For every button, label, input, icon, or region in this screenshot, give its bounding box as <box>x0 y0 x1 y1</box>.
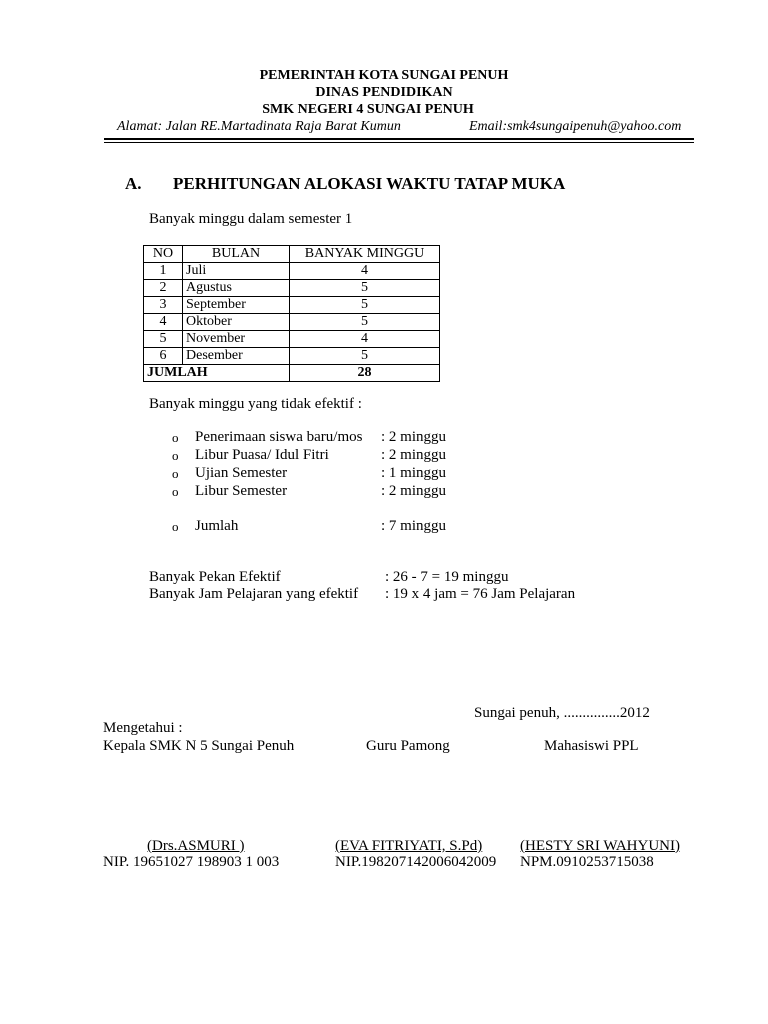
id-student: NPM.0910253715038 <box>520 854 654 870</box>
place-date: Sungai penuh, ...............2012 <box>474 705 650 721</box>
table-row <box>144 314 440 331</box>
bullet-icon: o <box>172 466 179 481</box>
letterhead-government: PEMERINTAH KOTA SUNGAI PENUH <box>259 68 509 83</box>
ineffective-item-value: : 2 minggu <box>381 429 447 445</box>
cell-minggu: 5 <box>290 314 440 331</box>
ineffective-item-value: : 2 minggu <box>381 483 447 499</box>
role-head: Kepala SMK N 5 Sungai Penuh <box>103 738 295 754</box>
section-letter: A. <box>125 174 142 193</box>
table-total-row <box>144 365 440 382</box>
bullet-icon: o <box>172 484 179 499</box>
cell-minggu: 4 <box>290 331 440 348</box>
cell-no: 2 <box>144 280 183 297</box>
ineffective-total-label: Jumlah <box>195 518 239 534</box>
header-banyak-minggu: BANYAK MINGGU <box>290 246 440 263</box>
cell-minggu: 5 <box>290 348 440 365</box>
role-student: Mahasiswi PPL <box>544 738 639 754</box>
weeks-table <box>143 245 440 382</box>
cell-bulan: November <box>183 331 290 348</box>
id-head: NIP. 19651027 198903 1 003 <box>103 854 280 870</box>
cell-minggu: 5 <box>290 297 440 314</box>
table-row <box>144 331 440 348</box>
cell-no: 3 <box>144 297 183 314</box>
total-value: 28 <box>290 365 440 382</box>
id-teacher: NIP.198207142006042009 <box>335 854 497 870</box>
ineffective-item-label: Ujian Semester <box>195 465 288 481</box>
table-header-row <box>144 246 440 263</box>
section-title: PERHITUNGAN ALOKASI WAKTU TATAP MUKA <box>173 174 566 193</box>
effective-hours-label: Banyak Jam Pelajaran yang efektif <box>149 586 359 602</box>
cell-minggu: 5 <box>290 280 440 297</box>
bullet-icon: o <box>172 430 179 445</box>
letterhead-rule-thin <box>104 142 694 143</box>
total-label: JUMLAH <box>144 365 290 382</box>
ineffective-heading: Banyak minggu yang tidak efektif : <box>149 396 362 412</box>
acknowledged-label: Mengetahui : <box>103 720 183 736</box>
letterhead-email: Email:smk4sungaipenuh@yahoo.com <box>469 119 682 134</box>
cell-bulan: Oktober <box>183 314 290 331</box>
header-no: NO <box>144 246 183 263</box>
role-teacher: Guru Pamong <box>366 738 450 754</box>
cell-bulan: Agustus <box>183 280 290 297</box>
cell-no: 4 <box>144 314 183 331</box>
cell-bulan: Desember <box>183 348 290 365</box>
ineffective-item-label: Libur Semester <box>195 483 288 499</box>
cell-bulan: September <box>183 297 290 314</box>
table-row <box>144 297 440 314</box>
name-head: (Drs.ASMURI ) <box>147 838 245 854</box>
ineffective-item-value: : 1 minggu <box>381 465 447 481</box>
intro-text: Banyak minggu dalam semester 1 <box>149 211 353 227</box>
cell-minggu: 4 <box>290 263 440 280</box>
name-student: (HESTY SRI WAHYUNI) <box>520 838 680 854</box>
ineffective-item-value: : 2 minggu <box>381 447 447 463</box>
letterhead-address: Alamat: Jalan RE.Martadinata Raja Barat Kumun <box>117 119 401 134</box>
letterhead-department: DINAS PENDIDIKAN <box>315 85 453 100</box>
table-row <box>144 263 440 280</box>
cell-no: 1 <box>144 263 183 280</box>
effective-weeks-label: Banyak Pekan Efektif <box>149 569 281 585</box>
cell-no: 6 <box>144 348 183 365</box>
cell-bulan: Juli <box>183 263 290 280</box>
ineffective-item-label: Penerimaan siswa baru/mos <box>195 429 363 445</box>
bullet-icon: o <box>172 448 179 463</box>
table-row <box>144 348 440 365</box>
name-teacher: (EVA FITRIYATI, S.Pd) <box>335 838 483 854</box>
effective-hours-value: : 19 x 4 jam = 76 Jam Pelajaran <box>385 586 576 602</box>
letterhead-rule-thick <box>104 138 694 140</box>
table-row <box>144 280 440 297</box>
bullet-icon: o <box>172 519 179 534</box>
ineffective-total-value: : 7 minggu <box>381 518 447 534</box>
letterhead-school: SMK NEGERI 4 SUNGAI PENUH <box>262 102 474 117</box>
ineffective-item-label: Libur Puasa/ Idul Fitri <box>195 447 329 463</box>
cell-no: 5 <box>144 331 183 348</box>
header-bulan: BULAN <box>183 246 290 263</box>
effective-weeks-value: : 26 - 7 = 19 minggu <box>385 569 509 585</box>
